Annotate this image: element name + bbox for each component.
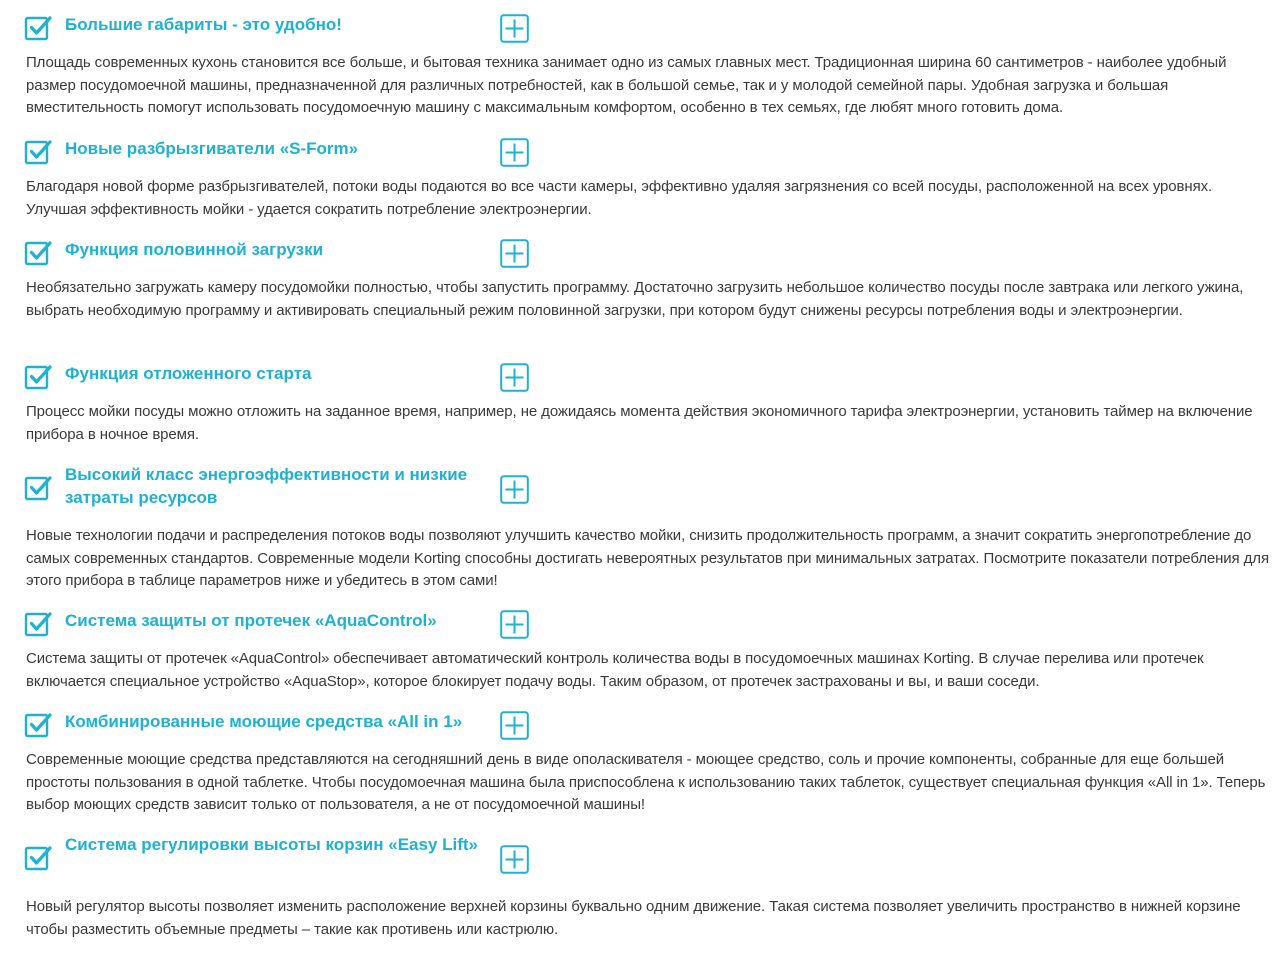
plus-square-icon [500,845,529,874]
feature-description: Новый регулятор высоты позволяет изменить расположение верхней корзины буквально одним движение. Такая система позволяет увеличить пространство в нижней корзине чтобы разместить объемные предметы – такие как противень или кастрюлю. [26,898,1241,938]
plus-square-icon [500,239,529,268]
feature-title: Комбинированные моющие средства «All in 1» [65,712,463,731]
feature-title: Функция отложенного старта [65,364,312,383]
expand-toggle-button[interactable] [500,610,529,639]
expand-toggle-button[interactable] [500,363,529,392]
plus-square-icon [500,711,529,740]
expand-toggle-button[interactable] [500,845,529,874]
feature-title: Функция половинной загрузки [65,240,324,259]
checkbox-check-icon [24,610,52,638]
expand-toggle-button[interactable] [500,138,529,167]
expand-toggle-button[interactable] [500,475,529,504]
feature-description: Процесс мойки посуды можно отложить на заданное время, например, не дожидаясь момента действия экономичного тарифа электроэнергии, установить таймер на включение прибора в ночное время. [26,403,1253,443]
feature-title: Большие габариты - это удобно! [65,15,342,34]
checkbox-check-icon [24,138,52,166]
feature-description: Площадь современных кухонь становится все больше, и бытовая техника занимает одно из самых главных мест. Традиционная ширина 60 сантиметров - наиболее удобный размер посудомоечной машины, предназначенной для различных потребностей, как в большой семье, так и у молодой семейной пары. Удобная загрузка и большая вместительность помогут использовать посудомоечную машину с максимальным комфортом, особенно в тех семьях, где любят много готовить дома. [26,54,1227,116]
plus-square-icon [500,475,529,504]
expand-toggle-button[interactable] [500,239,529,268]
feature-description: Необязательно загружать камеру посудомойки полностью, чтобы запустить программу. Достаточно загрузить небольшое количество посуды после завтрака или легкого ужина, выбрать необходимую программу и активировать специальный режим половинной загрузки, при котором будут снижены ресурсы потребления воды и электроэнергии. [26,279,1244,319]
feature-description: Новые технологии подачи и распределения потоков воды позволяют улучшить качество мойки, снизить продолжительность программ, а значит сократить энергопотребление до самых современных стандартов. Современные модели Korting способны достигать невероятных результатов при минимальных затратах. Посмотрите показатели потребления для этого прибора в таблице параметров ниже и убедитесь в этом сами! [26,527,1269,589]
plus-square-icon [500,610,529,639]
plus-square-icon [500,14,529,43]
feature-title: Новые разбрызгиватели «S-Form» [65,139,359,158]
checkbox-check-icon [24,474,52,502]
checkbox-check-icon [24,844,52,872]
checkbox-check-icon [24,239,52,267]
expand-toggle-button[interactable] [500,711,529,740]
feature-title: Система защиты от протечек «AquaControl» [65,611,437,630]
feature-title: Высокий класс энергоэффективности и низкие затраты ресурсов [65,465,468,507]
feature-description: Благодаря новой форме разбрызгивателей, потоки воды подаются во все части камеры, эффективно удаляя загрязнения со всей посуды, расположенной на всех уровнях. Улучшая эффективность мойки - удается сократить потребление электроэнергии. [26,178,1213,218]
checkbox-check-icon [24,363,52,391]
feature-description: Современные моющие средства представляются на сегодняшний день в виде ополаскивателя - моющее средство, соль и прочие компоненты, собранные для еще большей простоты пользования в одной таблетке. Чтобы посудомоечная машина была приспособлена к использованию таких таблеток, существует специальная функция «All in 1». Теперь выбор моющих средств зависит только от пользователя, а не от посудомоечной машины! [26,751,1266,813]
checkbox-check-icon [24,14,52,42]
feature-title: Система регулировки высоты корзин «Easy Lift» [65,835,479,854]
expand-toggle-button[interactable] [500,14,529,43]
checkbox-check-icon [24,711,52,739]
plus-square-icon [500,138,529,167]
feature-description: Система защиты от протечек «AquaControl» обеспечивает автоматический контроль количества воды в посудомоечных машинах Korting. В случае перелива или протечек включается специальное устройство «AquaStop», которое блокирует подачу воды. Таким образом, от протечек застрахованы и вы, и ваши соседи. [26,650,1204,690]
plus-square-icon [500,363,529,392]
